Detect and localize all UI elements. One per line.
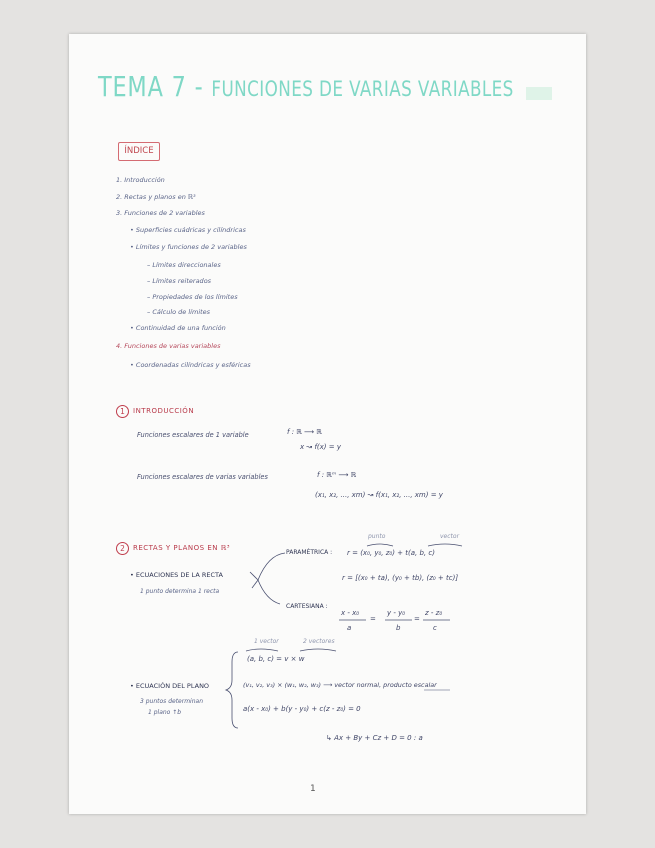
page-number: 1 [310, 784, 316, 794]
two-vectors-annotation: 2 vectores [303, 638, 335, 645]
plane-equation-heading: • ECUACIÓN DEL PLANO [130, 682, 210, 690]
toc-item-3b1: – Límites direccionales [147, 261, 221, 269]
plane-implicit-equation: ↳ Ax + By + Cz + D = 0 : a [326, 734, 423, 742]
title-subject: FUNCIONES DE VARIAS VARIABLES [211, 77, 514, 101]
cartesian-den-2: b [396, 624, 401, 632]
toc-item-4: 4. Funciones de varias variables [116, 342, 221, 350]
cartesian-label: CARTESIANA : [286, 603, 328, 610]
one-vector-annotation: 1 vector [254, 638, 279, 645]
cartesian-num-2: y - y₀ [387, 609, 406, 617]
map-one-var-rule: x ↝ f(x) = y [300, 443, 341, 451]
line-equations-note: 1 punto determina 1 recta [140, 588, 220, 595]
toc-item-3b4: – Cálculo de límites [147, 308, 211, 316]
cross-product-line: (v₁, v₂, v₃) × (w₁, w₂, w₃) ⟶ vector normal, producto escalar [243, 681, 437, 689]
section-1-heading: INTRODUCCIÓN [133, 407, 195, 415]
toc-item-3b2: – Límites reiterados [147, 277, 212, 285]
vector-annotation: vector [440, 533, 460, 540]
equals-sign-2: = [414, 615, 420, 623]
toc-item-2: 2. Rectas y planos en ℝ³ [116, 193, 196, 201]
highlighter-mark [526, 87, 552, 100]
map-one-var-domain: f : ℝ ⟶ ℝ [287, 428, 322, 436]
plane-note-2: 1 plano ↑b [148, 709, 182, 716]
cartesian-den-1: a [347, 624, 352, 632]
title-topic: TEMA 7 - [98, 70, 212, 103]
plane-general-equation: a(x - x₀) + b(y - y₀) + c(z - z₀) = 0 [243, 705, 361, 713]
line-equations-heading: • ECUACIONES DE LA RECTA [130, 571, 223, 579]
map-multi-var-domain: f : ℝᵐ ⟶ ℝ [317, 471, 357, 479]
section-1-number: 1 [116, 405, 129, 418]
toc-item-3: 3. Funciones de 2 variables [116, 209, 205, 217]
cartesian-num-3: z - z₀ [425, 609, 443, 617]
scalar-one-var-text: Funciones escalares de 1 variable [137, 431, 249, 439]
parametric-equation: r = (x₀, y₀, z₀) + t(a, b, c) [347, 549, 435, 557]
plane-note-1: 3 puntos determinan [140, 698, 203, 705]
cartesian-num-1: x - x₀ [341, 609, 360, 617]
toc-item-1: 1. Introducción [116, 176, 165, 184]
map-multi-var-rule: (x₁, x₂, ..., xm) ↝ f(x₁, x₂, ..., xm) = y [315, 491, 443, 499]
index-box: ÍNDICE [118, 142, 160, 161]
toc-item-3a: • Superficies cuádricas y cilíndricas [130, 226, 246, 234]
toc-item-3b: • Límites y funciones de 2 variables [130, 243, 247, 251]
section-2-number: 2 [116, 542, 129, 555]
cartesian-den-3: c [433, 624, 437, 632]
page-title [98, 70, 514, 103]
toc-item-4a: • Coordenadas cilíndricas y esféricas [130, 361, 251, 369]
section-2-heading: RECTAS Y PLANOS EN ℝ³ [133, 544, 231, 552]
equals-sign-1: = [370, 615, 376, 623]
plane-normal-vector: (a, b, c) = v × w [247, 655, 305, 663]
scalar-multi-var-text: Funciones escalares de varias variables [137, 473, 268, 481]
punto-annotation: punto [368, 533, 386, 540]
parametric-equation-expanded: r = [(x₀ + ta), (y₀ + tb), (z₀ + tc)] [342, 574, 459, 582]
toc-item-3c: • Continuidad de una función [130, 324, 226, 332]
parametric-label: PARAMÉTRICA : [286, 549, 333, 556]
toc-item-3b3: – Propiedades de los límites [147, 293, 238, 301]
